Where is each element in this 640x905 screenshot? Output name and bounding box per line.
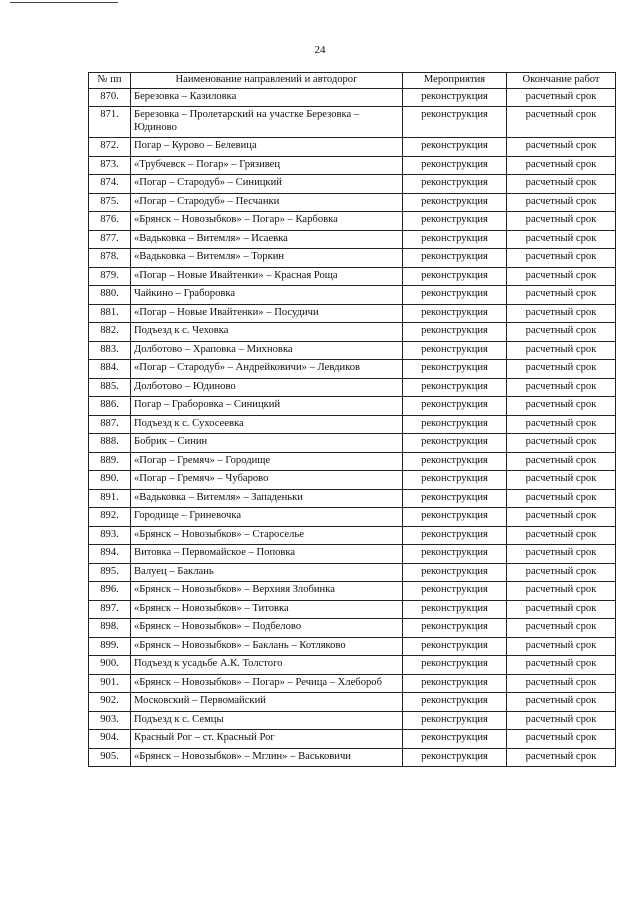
cell-name: «Брянск – Новозыбков» – Подбелово — [131, 619, 403, 638]
cell-event: реконструкция — [403, 693, 507, 712]
table-row — [89, 138, 616, 157]
table-row — [89, 249, 616, 268]
cell-end: расчетный срок — [507, 360, 616, 379]
cell-num: 887. — [89, 415, 131, 434]
cell-num: 892. — [89, 508, 131, 527]
cell-num: 888. — [89, 434, 131, 453]
cell-name: Подъезд к с. Сухосеевка — [131, 415, 403, 434]
cell-end: расчетный срок — [507, 508, 616, 527]
cell-name: «Трубчевск – Погар» – Грязивец — [131, 156, 403, 175]
table-row — [89, 637, 616, 656]
cell-num: 898. — [89, 619, 131, 638]
cell-event: реконструкция — [403, 286, 507, 305]
cell-name: Валуец – Баклань — [131, 563, 403, 582]
cell-end: расчетный срок — [507, 711, 616, 730]
cell-name: Березовка – Казиловка — [131, 88, 403, 107]
table-row — [89, 212, 616, 231]
table-row — [89, 656, 616, 675]
cell-event: реконструкция — [403, 107, 507, 138]
cell-event: реконструкция — [403, 748, 507, 767]
cell-name: «Брянск – Новозыбков» – Погар» – Карбовка — [131, 212, 403, 231]
cell-name: Красный Рог – ст. Красный Рог — [131, 730, 403, 749]
cell-num: 901. — [89, 674, 131, 693]
cell-name: Витовка – Первомайское – Поповка — [131, 545, 403, 564]
cell-event: реконструкция — [403, 156, 507, 175]
cell-num: 889. — [89, 452, 131, 471]
table-row — [89, 508, 616, 527]
cell-name: «Вадьковка – Витемля» – Исаевка — [131, 230, 403, 249]
cell-name: Погар – Граборовка – Синицкий — [131, 397, 403, 416]
cell-end: расчетный срок — [507, 545, 616, 564]
cell-end: расчетный срок — [507, 526, 616, 545]
cell-num: 893. — [89, 526, 131, 545]
cell-end: расчетный срок — [507, 693, 616, 712]
page-number: 24 — [314, 44, 326, 56]
header-num: № пп — [89, 73, 131, 89]
cell-name: «Погар – Новые Ивайтенки» – Красная Роща — [131, 267, 403, 286]
header-event: Мероприятия — [403, 73, 507, 89]
table-row — [89, 711, 616, 730]
cell-name: «Погар – Стародуб» – Песчанки — [131, 193, 403, 212]
cell-num: 883. — [89, 341, 131, 360]
table-row — [89, 193, 616, 212]
cell-event: реконструкция — [403, 212, 507, 231]
cell-event: реконструкция — [403, 674, 507, 693]
cell-end: расчетный срок — [507, 434, 616, 453]
header-end: Окончание работ — [507, 73, 616, 89]
roads-table — [88, 72, 616, 767]
cell-name: «Погар – Стародуб» – Андрейковичи» – Левдиков — [131, 360, 403, 379]
cell-name: Погар – Курово – Белевица — [131, 138, 403, 157]
cell-end: расчетный срок — [507, 156, 616, 175]
table-row — [89, 415, 616, 434]
cell-end: расчетный срок — [507, 730, 616, 749]
cell-end: расчетный срок — [507, 656, 616, 675]
cell-end: расчетный срок — [507, 397, 616, 416]
table-row — [89, 378, 616, 397]
cell-num: 903. — [89, 711, 131, 730]
cell-end: расчетный срок — [507, 107, 616, 138]
cell-end: расчетный срок — [507, 88, 616, 107]
cell-name: «Брянск – Новозыбков» – Титовка — [131, 600, 403, 619]
cell-name: «Погар – Гремяч» – Чубарово — [131, 471, 403, 490]
cell-end: расчетный срок — [507, 452, 616, 471]
cell-name: «Брянск – Новозыбков» – Староселье — [131, 526, 403, 545]
cell-end: расчетный срок — [507, 582, 616, 601]
cell-event: реконструкция — [403, 249, 507, 268]
cell-end: расчетный срок — [507, 304, 616, 323]
cell-end: расчетный срок — [507, 600, 616, 619]
cell-num: 895. — [89, 563, 131, 582]
cell-num: 886. — [89, 397, 131, 416]
cell-name: «Брянск – Новозыбков» – Верхняя Злобинка — [131, 582, 403, 601]
cell-num: 899. — [89, 637, 131, 656]
cell-end: расчетный срок — [507, 637, 616, 656]
cell-num: 881. — [89, 304, 131, 323]
cell-event: реконструкция — [403, 730, 507, 749]
cell-end: расчетный срок — [507, 267, 616, 286]
cell-name: Долботово – Юдиново — [131, 378, 403, 397]
table-row — [89, 88, 616, 107]
cell-end: расчетный срок — [507, 193, 616, 212]
table-row — [89, 730, 616, 749]
cell-end: расчетный срок — [507, 378, 616, 397]
cell-num: 879. — [89, 267, 131, 286]
table-row — [89, 360, 616, 379]
cell-event: реконструкция — [403, 267, 507, 286]
cell-num: 880. — [89, 286, 131, 305]
cell-end: расчетный срок — [507, 212, 616, 231]
cell-name: «Брянск – Новозыбков» – Баклань – Котляково — [131, 637, 403, 656]
cell-event: реконструкция — [403, 582, 507, 601]
cell-event: реконструкция — [403, 88, 507, 107]
cell-name: «Погар – Стародуб» – Синицкий — [131, 175, 403, 194]
table-row — [89, 526, 616, 545]
table-row — [89, 452, 616, 471]
table-row — [89, 267, 616, 286]
table-row — [89, 748, 616, 767]
cell-num: 877. — [89, 230, 131, 249]
cell-end: расчетный срок — [507, 249, 616, 268]
cell-num: 890. — [89, 471, 131, 490]
cell-num: 905. — [89, 748, 131, 767]
cell-num: 874. — [89, 175, 131, 194]
cell-event: реконструкция — [403, 341, 507, 360]
cell-num: 876. — [89, 212, 131, 231]
cell-num: 896. — [89, 582, 131, 601]
cell-name: Березовка – Пролетарский на участке Березовка – Юдиново — [131, 107, 403, 138]
cell-event: реконструкция — [403, 415, 507, 434]
cell-event: реконструкция — [403, 637, 507, 656]
table-row — [89, 693, 616, 712]
cell-event: реконструкция — [403, 175, 507, 194]
cell-name: Подъезд к с. Чеховка — [131, 323, 403, 342]
cell-event: реконструкция — [403, 138, 507, 157]
cell-num: 894. — [89, 545, 131, 564]
cell-name: «Погар – Гремяч» – Городище — [131, 452, 403, 471]
cell-num: 882. — [89, 323, 131, 342]
cell-event: реконструкция — [403, 619, 507, 638]
cell-num: 871. — [89, 107, 131, 138]
table-row — [89, 563, 616, 582]
table-row — [89, 286, 616, 305]
cell-num: 904. — [89, 730, 131, 749]
cell-name: Московский – Первомайский — [131, 693, 403, 712]
table-row — [89, 175, 616, 194]
cell-end: расчетный срок — [507, 471, 616, 490]
cell-event: реконструкция — [403, 545, 507, 564]
table-row — [89, 156, 616, 175]
table-row — [89, 582, 616, 601]
cell-num: 875. — [89, 193, 131, 212]
cell-end: расчетный срок — [507, 415, 616, 434]
cell-num: 897. — [89, 600, 131, 619]
cell-event: реконструкция — [403, 711, 507, 730]
cell-end: расчетный срок — [507, 175, 616, 194]
cell-name: Подъезд к с. Семцы — [131, 711, 403, 730]
cell-name: Бобрик – Синин — [131, 434, 403, 453]
top-rule — [10, 2, 118, 3]
cell-num: 900. — [89, 656, 131, 675]
table-body — [89, 88, 616, 767]
cell-event: реконструкция — [403, 304, 507, 323]
table-row — [89, 304, 616, 323]
cell-end: расчетный срок — [507, 748, 616, 767]
cell-name: Городище – Гриневочка — [131, 508, 403, 527]
cell-event: реконструкция — [403, 489, 507, 508]
cell-end: расчетный срок — [507, 563, 616, 582]
cell-name: Долботово – Храповка – Михновка — [131, 341, 403, 360]
cell-event: реконструкция — [403, 360, 507, 379]
table-row — [89, 107, 616, 138]
cell-name: «Брянск – Новозыбков» – Мглин» – Васьковичи — [131, 748, 403, 767]
cell-event: реконструкция — [403, 323, 507, 342]
cell-end: расчетный срок — [507, 489, 616, 508]
cell-name: Чайкино – Граборовка — [131, 286, 403, 305]
cell-event: реконструкция — [403, 508, 507, 527]
cell-num: 884. — [89, 360, 131, 379]
cell-end: расчетный срок — [507, 286, 616, 305]
cell-num: 885. — [89, 378, 131, 397]
cell-name: Подъезд к усадьбе А.К. Толстого — [131, 656, 403, 675]
cell-name: «Вадьковка – Витемля» – Западеньки — [131, 489, 403, 508]
cell-event: реконструкция — [403, 230, 507, 249]
cell-end: расчетный срок — [507, 230, 616, 249]
cell-event: реконструкция — [403, 193, 507, 212]
cell-event: реконструкция — [403, 434, 507, 453]
cell-num: 891. — [89, 489, 131, 508]
table-row — [89, 323, 616, 342]
cell-event: реконструкция — [403, 397, 507, 416]
cell-num: 878. — [89, 249, 131, 268]
cell-end: расчетный срок — [507, 619, 616, 638]
cell-event: реконструкция — [403, 526, 507, 545]
cell-num: 873. — [89, 156, 131, 175]
table-row — [89, 674, 616, 693]
table-row — [89, 545, 616, 564]
table-row — [89, 619, 616, 638]
cell-end: расчетный срок — [507, 138, 616, 157]
table-row — [89, 471, 616, 490]
cell-name: «Погар – Новые Ивайтенки» – Посудичи — [131, 304, 403, 323]
table-row — [89, 230, 616, 249]
header-name: Наименование направлений и автодорог — [131, 73, 403, 89]
cell-event: реконструкция — [403, 471, 507, 490]
cell-event: реконструкция — [403, 452, 507, 471]
cell-end: расчетный срок — [507, 341, 616, 360]
cell-event: реконструкция — [403, 600, 507, 619]
cell-event: реконструкция — [403, 378, 507, 397]
cell-event: реконструкция — [403, 656, 507, 675]
cell-event: реконструкция — [403, 563, 507, 582]
table-header-row — [89, 73, 616, 89]
table-row — [89, 397, 616, 416]
table-row — [89, 489, 616, 508]
table-row — [89, 341, 616, 360]
cell-end: расчетный срок — [507, 323, 616, 342]
cell-num: 870. — [89, 88, 131, 107]
cell-name: «Брянск – Новозыбков» – Погар» – Речица – Хлебороб — [131, 674, 403, 693]
cell-num: 872. — [89, 138, 131, 157]
cell-end: расчетный срок — [507, 674, 616, 693]
cell-num: 902. — [89, 693, 131, 712]
table-row — [89, 600, 616, 619]
cell-name: «Вадьковка – Витемля» – Торкин — [131, 249, 403, 268]
table-row — [89, 434, 616, 453]
